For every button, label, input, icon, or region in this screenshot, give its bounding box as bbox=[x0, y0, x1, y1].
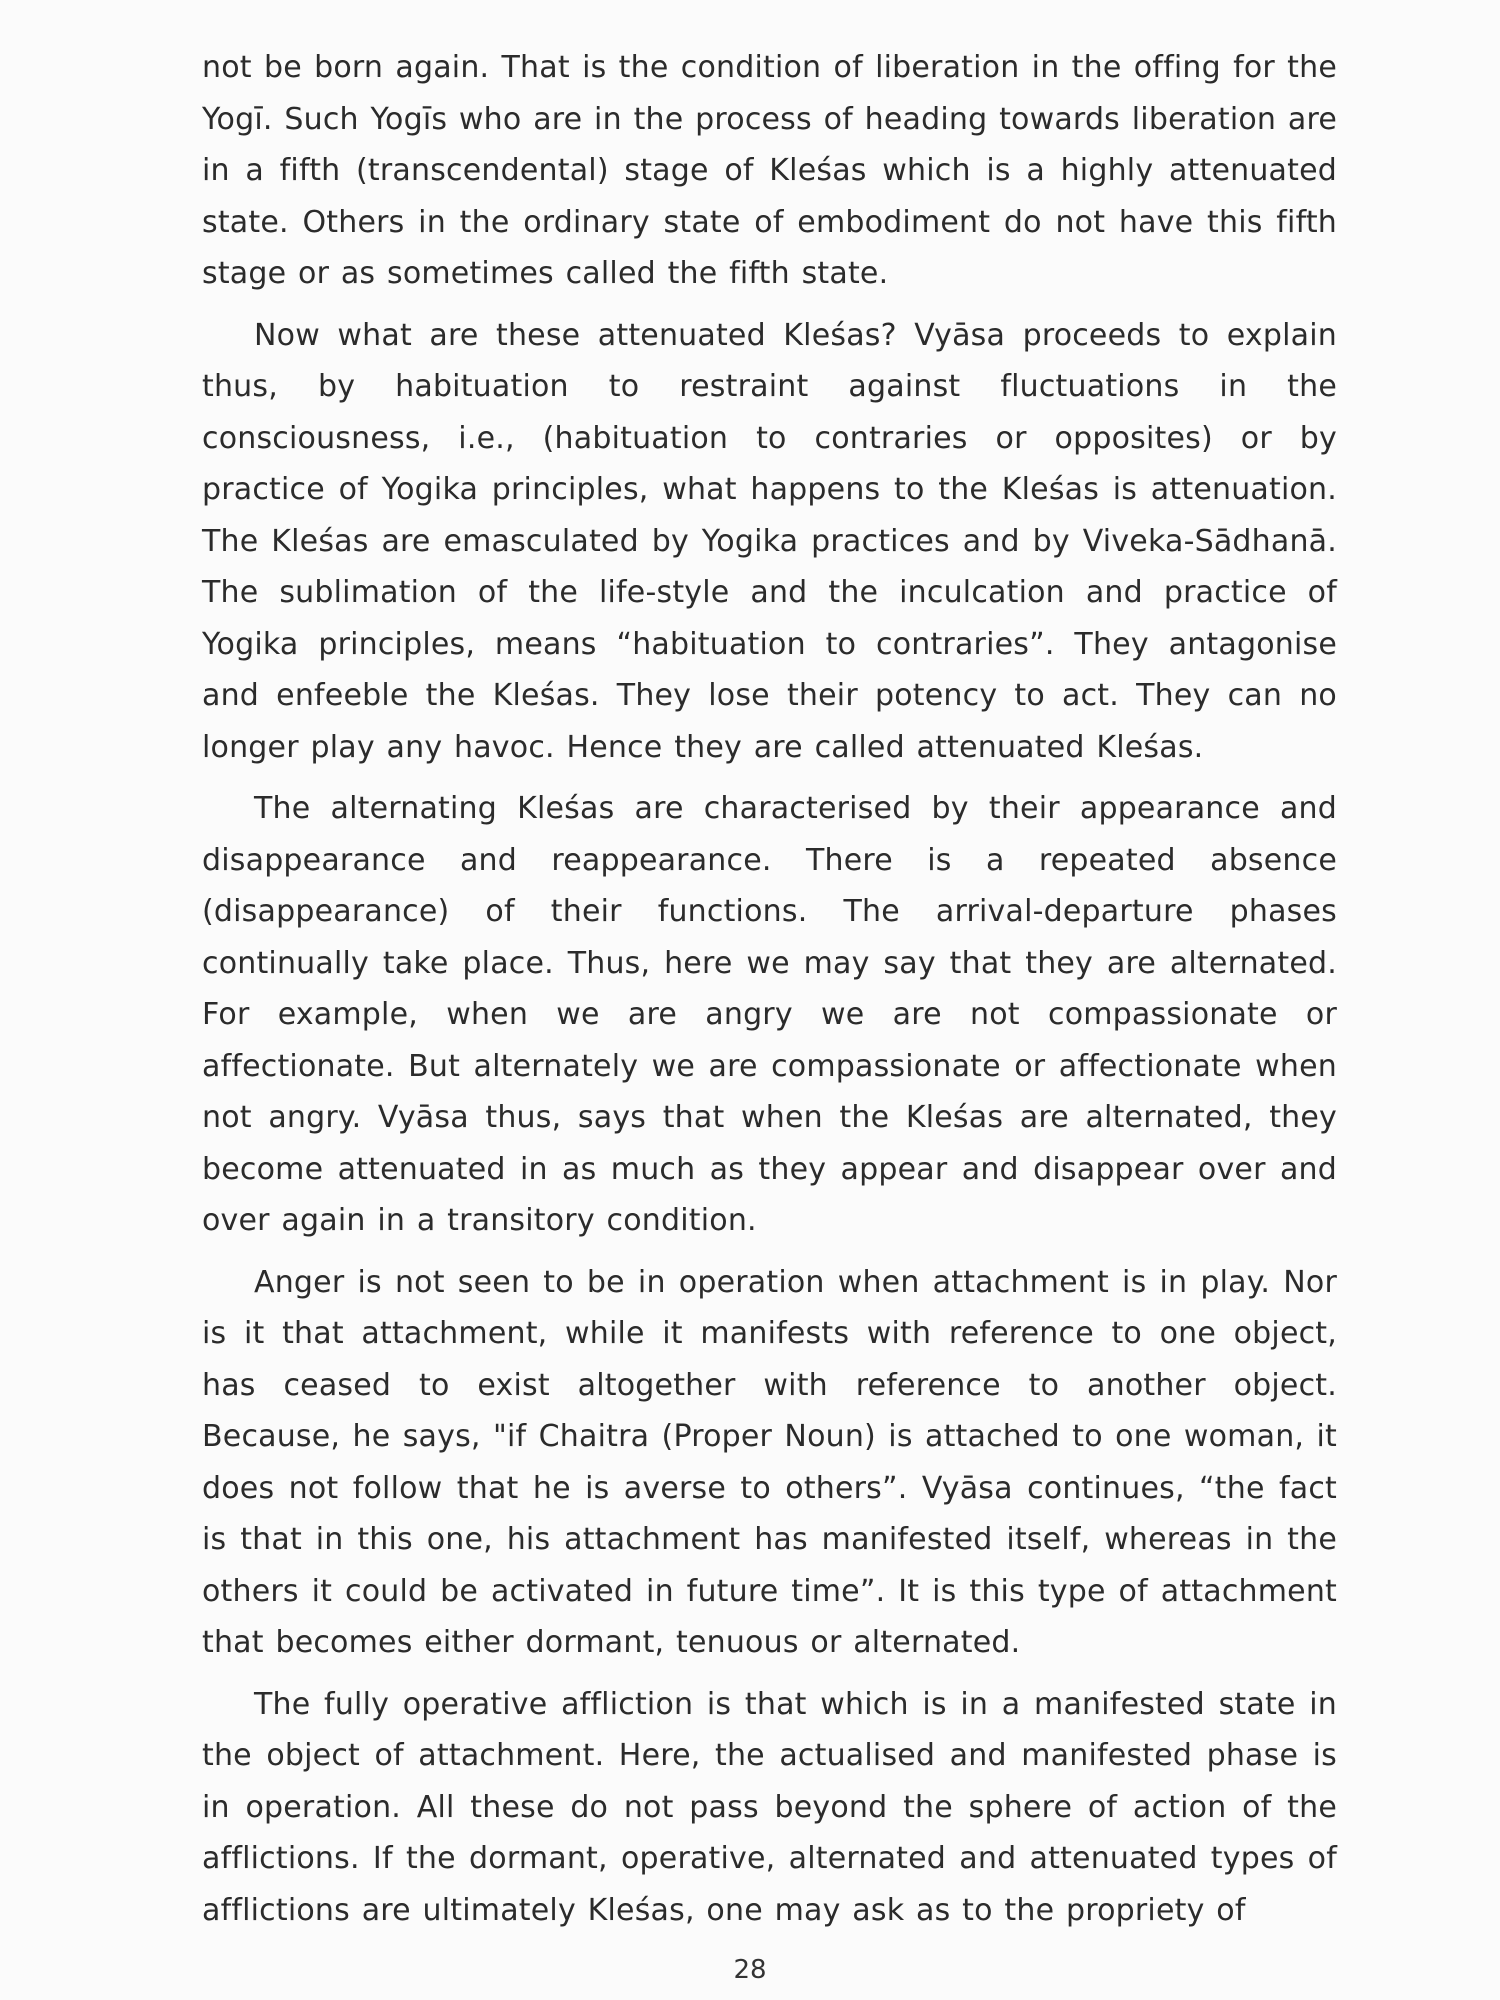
page-number: 28 bbox=[733, 1955, 767, 1985]
paragraph-anger-attachment: Anger is not seen to be in operation when attachment is in play. Nor is it that attachment, while it manifests with reference to one object, has ceased to exist altogether with reference to another object. Because, he says, "if Chaitra (Proper Noun) is attached to one woman, it does not follow that he is averse to others”. Vyāsa continues, “the fact is that in this one, his attachment has manifested itself, whereas in the others it could be activated in future time”. It is this type of attachment that becomes either dormant, tenuous or alternated. bbox=[202, 1264, 1337, 1660]
paragraph-continued: not be born again. That is the condition of liberation in the offing for the Yogī. Such Yogīs who are in the process of heading towards liberation are in a fifth (transcendental) stage of Kleśas which is a highly attenuated state. Others in the ordinary state of embodiment do not have this fifth stage or as sometimes called the fifth state. bbox=[202, 50, 1337, 291]
paragraph-attenuated-klesas: Now what are these attenuated Kleśas? Vyāsa proceeds to explain thus, by habituation to restraint against fluctuations in the consciousness, i.e., (habituation to contraries or opposites) or by practice of Yogika principles, what happens to the Kleśas is attenuation. The Kleśas are emasculated by Yogika practices and by Viveka-Sādhanā. The sublimation of the life-style and the inculcation and practice of Yogika principles, means “habituation to contraries”. They antagonise and enfeeble the Kleśas. They lose their potency to act. They can no longer play any havoc. Hence they are called attenuated Kleśas. bbox=[202, 317, 1337, 765]
paragraph-operative-affliction: The fully operative affliction is that which is in a manifested state in the object of attachment. Here, the actualised and manifested phase is in operation. All these do not pass beyond the sphere of action of the afflictions. If the dormant, operative, alternated and attenuated types of afflictions are ultimately Kleśas, one may ask as to the propriety of bbox=[202, 1686, 1337, 1928]
paragraph-alternating-klesas: The alternating Kleśas are characterised by their appearance and disappearance and reappearance. There is a repeated absence (disappearance) of their functions. The arrival-departure phases continually take place. Thus, here we may say that they are alternated. For example, when we are angry we are not compassionate or affectionate. But alternately we are compassionate or affectionate when not angry. Vyāsa thus, says that when the Kleśas are alternated, they become attenuated in as much as they appear and disappear over and over again in a transitory condition. bbox=[202, 791, 1337, 1238]
body-text bbox=[202, 42, 1337, 1946]
